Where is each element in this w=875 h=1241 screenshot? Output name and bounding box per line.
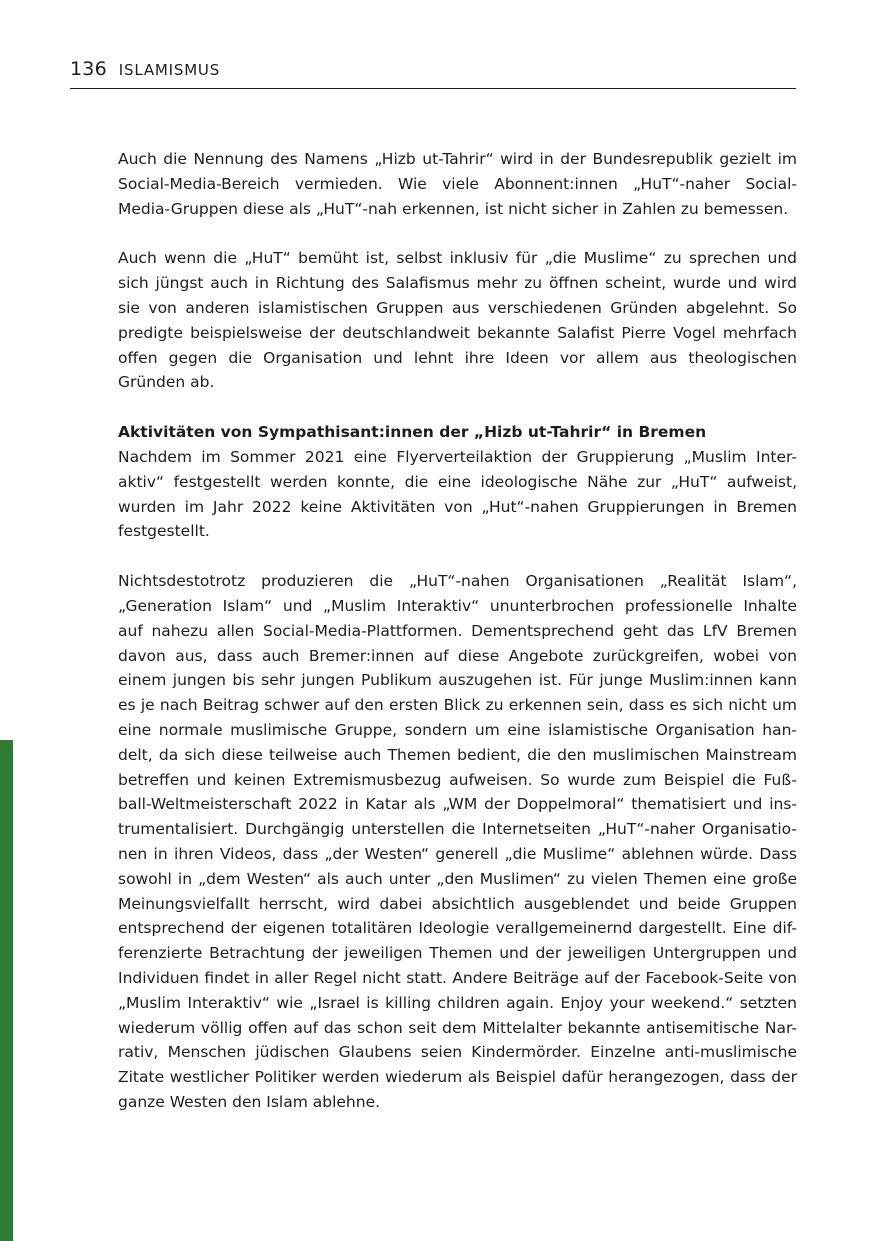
- text-line: davon aus, dass auch Bremer:innen auf diese Angebote zurückgreifen, wobei von: [118, 646, 797, 665]
- section-subheading: Aktivitäten von Sympathisant:innen der „Hizb ut-Tahrir“ in Bremen: [118, 423, 707, 442]
- text-line: wiederum völlig offen auf das schon seit dem Mittelalter bekannte antisemitische Nar-: [118, 1018, 797, 1037]
- text-line: Individuen findet in aller Regel nicht statt. Andere Beiträge auf der Facebook-Seite von: [118, 968, 797, 987]
- text-line: aktiv“ festgestellt werden konnte, die eine ideologische Nähe zur „HuT“ aufweist,: [118, 472, 797, 491]
- text-line: ganze Westen den Islam ablehne.: [118, 1092, 381, 1111]
- text-line: festgestellt.: [118, 522, 210, 541]
- paragraph: [118, 445, 797, 544]
- text-line: Nachdem im Sommer 2021 eine Flyerverteilaktion der Gruppierung „Muslim Inter-: [118, 447, 797, 466]
- section-title: ISLAMISMUS: [118, 61, 221, 79]
- text-line: Auch wenn die „HuT“ bemüht ist, selbst inklusiv für „die Muslime“ zu sprechen und: [118, 249, 797, 268]
- text-line: es je nach Beitrag schwer auf den ersten Blick zu erkennen sein, dass es sich nicht um: [118, 696, 797, 715]
- header-rule: [70, 88, 796, 89]
- text-line: offen gegen die Organisation und lehnt ihre Ideen vor allem aus theologischen: [118, 348, 797, 367]
- running-header: [70, 58, 220, 80]
- paragraph-gap: [118, 395, 797, 420]
- text-line: sie von anderen islamistischen Gruppen aus verschiedenen Gründen abgelehnt. So: [118, 298, 797, 317]
- text-line: sowohl in „dem Westen“ als auch unter „den Muslimen“ zu vielen Themen eine große: [118, 869, 797, 888]
- text-line: Social-Media-Bereich vermieden. Wie viele Abonnent:innen „HuT“-naher Social-: [118, 174, 797, 193]
- paragraph: [118, 246, 797, 395]
- text-line: „Generation Islam“ und „Muslim Interaktiv“ ununterbrochen professionelle Inhalte: [118, 596, 797, 615]
- text-line: ferenzierte Betrachtung der jeweiligen Themen und der jeweiligen Untergruppen und: [118, 944, 797, 963]
- text-line: predigte beispielsweise der deutschlandweit bekannte Salafist Pierre Vogel mehrfach: [118, 323, 797, 342]
- text-line: delt, da sich diese teilweise auch Themen bedient, die den muslimischen Mainstream: [118, 745, 797, 764]
- paragraph: [118, 569, 797, 1115]
- text-line: Nichtsdestotrotz produzieren die „HuT“-nahen Organisationen „Realität Islam“,: [118, 572, 797, 591]
- text-line: sich jüngst auch in Richtung des Salafismus mehr zu öffnen scheint, wurde und wird: [118, 274, 797, 293]
- text-line: Meinungsvielfallt herrscht, wird dabei absichtlich ausgeblendet und beide Gruppen: [118, 894, 797, 913]
- text-line: Gründen ab.: [118, 373, 215, 392]
- green-margin-bar: [0, 740, 13, 1241]
- text-line: rativ, Menschen jüdischen Glaubens seien Kindermörder. Einzelne anti-muslimische: [118, 1043, 797, 1062]
- text-line: einem jungen bis sehr jungen Publikum auszugehen ist. Für junge Muslim:innen kann: [118, 671, 797, 690]
- text-line: betreffen und keinen Extremismusbezug aufweisen. So wurde zum Beispiel die Fuß-: [118, 770, 797, 789]
- text-line: nen in ihren Videos, dass „der Westen“ generell „die Muslime“ ablehnen würde. Dass: [118, 844, 797, 863]
- text-line: Media-Gruppen diese als „HuT“-nah erkennen, ist nicht sicher in Zahlen zu bemessen.: [118, 199, 789, 218]
- paragraph-gap: [118, 221, 797, 246]
- text-line: „Muslim Interaktiv“ wie „Israel is killing children again. Enjoy your weekend.“ setzten: [118, 993, 797, 1012]
- text-line: trumentalisiert. Durchgängig unterstellen die Internetseiten „HuT“-naher Organisatio-: [118, 820, 797, 839]
- text-line: ball-Weltmeisterschaft 2022 in Katar als „WM der Doppelmoral“ thematisiert und ins-: [118, 795, 797, 814]
- text-line: Zitate westlicher Politiker werden wiederum als Beispiel dafür herangezogen, dass der: [118, 1068, 797, 1087]
- text-line: wurden im Jahr 2022 keine Aktivitäten von „Hut“-nahen Gruppierungen in Bremen: [118, 497, 797, 516]
- body-text: [118, 147, 797, 1115]
- paragraph: [118, 147, 797, 221]
- text-line: auf nahezu allen Social-Media-Plattformen. Dementsprechend geht das LfV Bremen: [118, 621, 797, 640]
- text-line: Auch die Nennung des Namens „Hizb ut-Tahrir“ wird in der Bundesrepublik gezielt im: [118, 150, 797, 168]
- text-line: eine normale muslimische Gruppe, sondern um eine islamistische Organisation han-: [118, 720, 797, 739]
- page-number: 136: [70, 58, 107, 80]
- text-line: entsprechend der eigenen totalitären Ideologie verallgemeinernd dargestellt. Eine dif-: [118, 919, 797, 938]
- paragraph-gap: [118, 544, 797, 569]
